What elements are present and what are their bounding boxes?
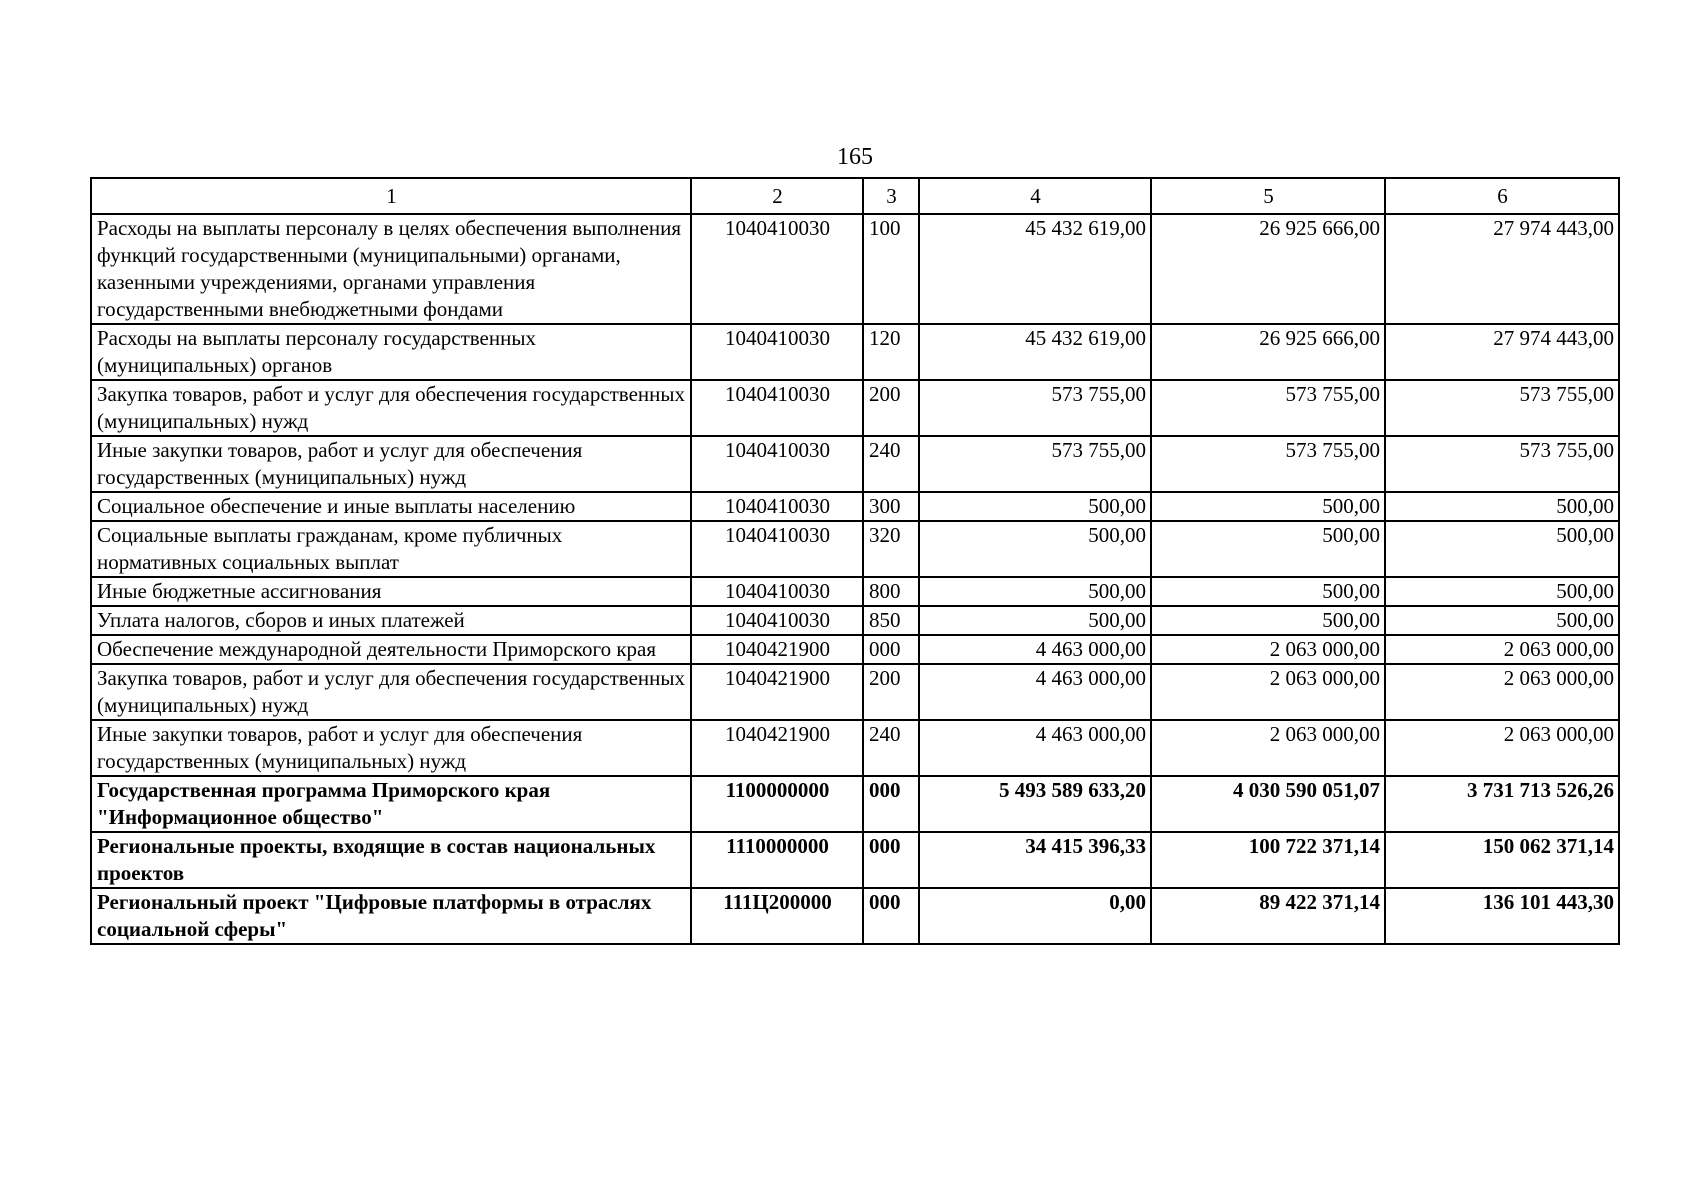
expense-name-cell: Социальные выплаты гражданам, кроме публичных нормативных социальных выплат bbox=[91, 521, 691, 577]
amount-year1-cell: 4 463 000,00 bbox=[919, 635, 1151, 664]
target-code-cell: 1040421900 bbox=[691, 635, 863, 664]
amount-year1-cell: 45 432 619,00 bbox=[919, 324, 1151, 380]
amount-year1-cell: 0,00 bbox=[919, 888, 1151, 944]
amount-year1-cell: 573 755,00 bbox=[919, 436, 1151, 492]
target-code-cell: 1040410030 bbox=[691, 436, 863, 492]
expense-type-cell: 000 bbox=[863, 635, 919, 664]
expense-type-cell: 000 bbox=[863, 832, 919, 888]
table-row bbox=[91, 324, 1619, 380]
expense-type-cell: 800 bbox=[863, 577, 919, 606]
amount-year2-cell: 500,00 bbox=[1151, 606, 1385, 635]
table-row bbox=[91, 492, 1619, 521]
expense-name-cell: Закупка товаров, работ и услуг для обеспечения государственных (муниципальных) нужд bbox=[91, 380, 691, 436]
column-header-5: 5 bbox=[1151, 178, 1385, 214]
amount-year2-cell: 2 063 000,00 bbox=[1151, 635, 1385, 664]
expense-name-cell: Уплата налогов, сборов и иных платежей bbox=[91, 606, 691, 635]
expense-name-cell: Закупка товаров, работ и услуг для обеспечения государственных (муниципальных) нужд bbox=[91, 664, 691, 720]
expense-name-cell: Иные закупки товаров, работ и услуг для обеспечения государственных (муниципальных) нужд bbox=[91, 436, 691, 492]
expense-type-cell: 000 bbox=[863, 776, 919, 832]
amount-year2-cell: 2 063 000,00 bbox=[1151, 720, 1385, 776]
amount-year3-cell: 500,00 bbox=[1385, 577, 1619, 606]
amount-year2-cell: 573 755,00 bbox=[1151, 380, 1385, 436]
amount-year2-cell: 4 030 590 051,07 bbox=[1151, 776, 1385, 832]
expense-name-cell: Региональный проект "Цифровые платформы в отраслях социальной сферы" bbox=[91, 888, 691, 944]
amount-year1-cell: 4 463 000,00 bbox=[919, 664, 1151, 720]
expense-name-cell: Иные закупки товаров, работ и услуг для обеспечения государственных (муниципальных) нужд bbox=[91, 720, 691, 776]
target-code-cell: 1110000000 bbox=[691, 832, 863, 888]
amount-year1-cell: 500,00 bbox=[919, 606, 1151, 635]
table-row bbox=[91, 380, 1619, 436]
expense-name-cell: Государственная программа Приморского края "Информационное общество" bbox=[91, 776, 691, 832]
table-row bbox=[91, 832, 1619, 888]
expense-type-cell: 100 bbox=[863, 214, 919, 324]
amount-year2-cell: 500,00 bbox=[1151, 521, 1385, 577]
amount-year3-cell: 573 755,00 bbox=[1385, 380, 1619, 436]
amount-year1-cell: 4 463 000,00 bbox=[919, 720, 1151, 776]
expense-name-cell: Иные бюджетные ассигнования bbox=[91, 577, 691, 606]
table-row bbox=[91, 521, 1619, 577]
amount-year2-cell: 89 422 371,14 bbox=[1151, 888, 1385, 944]
amount-year2-cell: 2 063 000,00 bbox=[1151, 664, 1385, 720]
amount-year2-cell: 26 925 666,00 bbox=[1151, 214, 1385, 324]
column-header-1: 1 bbox=[91, 178, 691, 214]
amount-year1-cell: 500,00 bbox=[919, 577, 1151, 606]
target-code-cell: 1040410030 bbox=[691, 577, 863, 606]
amount-year3-cell: 573 755,00 bbox=[1385, 436, 1619, 492]
expense-name-cell: Социальное обеспечение и иные выплаты населению bbox=[91, 492, 691, 521]
table-row bbox=[91, 720, 1619, 776]
amount-year1-cell: 45 432 619,00 bbox=[919, 214, 1151, 324]
target-code-cell: 1040410030 bbox=[691, 214, 863, 324]
target-code-cell: 111Ц200000 bbox=[691, 888, 863, 944]
page-number: 165 bbox=[837, 144, 873, 170]
table-row bbox=[91, 436, 1619, 492]
expense-type-cell: 120 bbox=[863, 324, 919, 380]
amount-year3-cell: 2 063 000,00 bbox=[1385, 664, 1619, 720]
target-code-cell: 1040410030 bbox=[691, 521, 863, 577]
expense-name-cell: Расходы на выплаты персоналу в целях обеспечения выполнения функций государственными (муниципальными) органами, казенными учреждениями, органами управления государственными внебюджетными фондами bbox=[91, 214, 691, 324]
table-row bbox=[91, 664, 1619, 720]
amount-year3-cell: 500,00 bbox=[1385, 606, 1619, 635]
amount-year3-cell: 2 063 000,00 bbox=[1385, 635, 1619, 664]
expense-type-cell: 200 bbox=[863, 664, 919, 720]
amount-year2-cell: 100 722 371,14 bbox=[1151, 832, 1385, 888]
expense-name-cell: Обеспечение международной деятельности Приморского края bbox=[91, 635, 691, 664]
amount-year1-cell: 573 755,00 bbox=[919, 380, 1151, 436]
expense-type-cell: 200 bbox=[863, 380, 919, 436]
target-code-cell: 1040410030 bbox=[691, 380, 863, 436]
table-row bbox=[91, 214, 1619, 324]
table-header bbox=[91, 178, 1619, 214]
amount-year1-cell: 34 415 396,33 bbox=[919, 832, 1151, 888]
budget-table bbox=[90, 177, 1620, 945]
table-row bbox=[91, 776, 1619, 832]
amount-year3-cell: 500,00 bbox=[1385, 492, 1619, 521]
expense-name-cell: Расходы на выплаты персоналу государственных (муниципальных) органов bbox=[91, 324, 691, 380]
amount-year3-cell: 136 101 443,30 bbox=[1385, 888, 1619, 944]
amount-year3-cell: 3 731 713 526,26 bbox=[1385, 776, 1619, 832]
amount-year3-cell: 27 974 443,00 bbox=[1385, 214, 1619, 324]
table-row bbox=[91, 635, 1619, 664]
amount-year1-cell: 500,00 bbox=[919, 521, 1151, 577]
header-row bbox=[91, 178, 1619, 214]
target-code-cell: 1040410030 bbox=[691, 324, 863, 380]
expense-type-cell: 000 bbox=[863, 888, 919, 944]
table-row bbox=[91, 577, 1619, 606]
expense-type-cell: 240 bbox=[863, 436, 919, 492]
column-header-3: 3 bbox=[863, 178, 919, 214]
amount-year1-cell: 5 493 589 633,20 bbox=[919, 776, 1151, 832]
expense-type-cell: 850 bbox=[863, 606, 919, 635]
table-row bbox=[91, 606, 1619, 635]
amount-year3-cell: 150 062 371,14 bbox=[1385, 832, 1619, 888]
expense-type-cell: 320 bbox=[863, 521, 919, 577]
expense-name-cell: Региональные проекты, входящие в состав национальных проектов bbox=[91, 832, 691, 888]
column-header-6: 6 bbox=[1385, 178, 1619, 214]
amount-year3-cell: 500,00 bbox=[1385, 521, 1619, 577]
target-code-cell: 1040410030 bbox=[691, 492, 863, 521]
amount-year2-cell: 500,00 bbox=[1151, 577, 1385, 606]
table-row bbox=[91, 888, 1619, 944]
column-header-2: 2 bbox=[691, 178, 863, 214]
target-code-cell: 1040421900 bbox=[691, 720, 863, 776]
column-header-4: 4 bbox=[919, 178, 1151, 214]
amount-year2-cell: 500,00 bbox=[1151, 492, 1385, 521]
amount-year3-cell: 27 974 443,00 bbox=[1385, 324, 1619, 380]
table-body bbox=[91, 214, 1619, 944]
amount-year2-cell: 26 925 666,00 bbox=[1151, 324, 1385, 380]
target-code-cell: 1040421900 bbox=[691, 664, 863, 720]
target-code-cell: 1040410030 bbox=[691, 606, 863, 635]
amount-year3-cell: 2 063 000,00 bbox=[1385, 720, 1619, 776]
expense-type-cell: 240 bbox=[863, 720, 919, 776]
amount-year1-cell: 500,00 bbox=[919, 492, 1151, 521]
amount-year2-cell: 573 755,00 bbox=[1151, 436, 1385, 492]
expense-type-cell: 300 bbox=[863, 492, 919, 521]
target-code-cell: 1100000000 bbox=[691, 776, 863, 832]
